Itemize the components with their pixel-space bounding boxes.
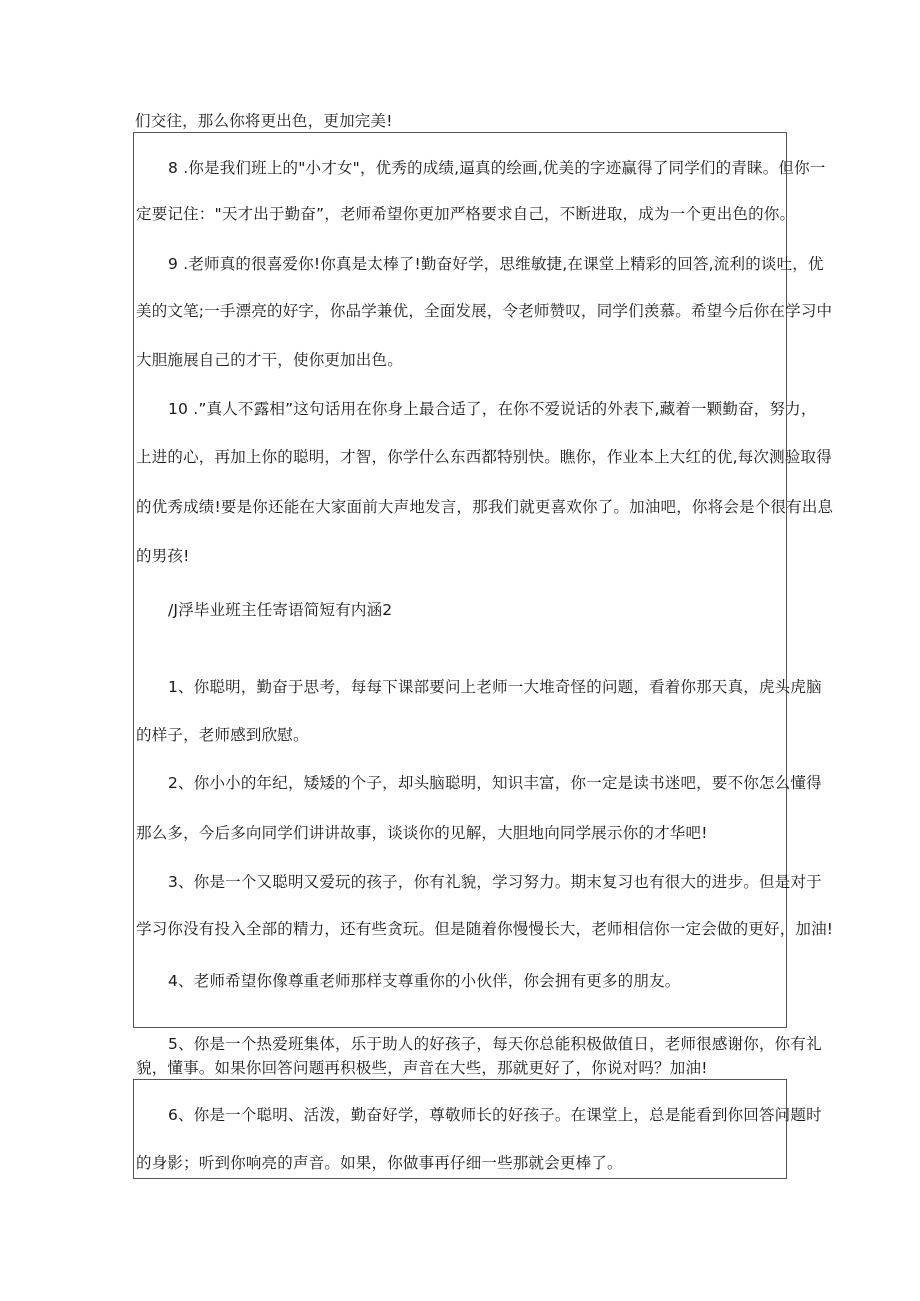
item-9-line-1: 9 .老师真的很喜爱你!你真是太棒了!勤奋好学，思维敏捷,在课堂上精彩的回答,流利的谈吐，优 [168, 255, 824, 273]
item-10-line-1: 10 .”真人不露相”这句话用在你身上最合适了，在你不爱说话的外表下,藏着一颗勤奋，努力， [168, 400, 817, 418]
item-5-line-2: 貌，懂事。如果你回答问题再积极些，声音在大些，那就更好了，你说对吗？加油! [136, 1059, 708, 1077]
item-4-line-1: 4、老师希望你像尊重老师那样支尊重你的小伙伴，你会拥有更多的朋友。 [168, 972, 681, 990]
item-8-line-1: 8 .你是我们班上的"小才女"，优秀的成绩,逼真的绘画,优美的字迹赢得了同学们的青睐。但你一 [168, 159, 826, 177]
item-9-line-2: 美的文笔;一手漂亮的好字，你品学兼优，全面发展，令老师赞叹，同学们羡慕。希望今后你在学习中 [136, 302, 833, 320]
section-heading: /J浮毕业班主任寄语简短有内涵2 [168, 601, 393, 619]
item-6-line-1: 6、你是一个聪明、活泼，勤奋好学，尊敬师长的好孩子。在课堂上，总是能看到你回答问题时 [168, 1106, 822, 1124]
continuation-text: 们交往，那么你将更出色，更加完美! [135, 112, 393, 130]
item-2-line-2: 那么多，今后多向同学们讲讲故事，谈谈你的见解，大胆地向同学展示你的才华吧! [136, 824, 708, 842]
item-10-line-3: 的优秀成绩!要是你还能在大家面前大声地发言，那我们就更喜欢你了。加油吧，你将会是个很有出息 [136, 498, 834, 516]
item-1-line-1: 1、你聪明，勤奋于思考，每每下课部要问上老师一大堆奇怪的问题，看着你那天真，虎头虎脑 [168, 678, 822, 696]
item-10-line-2: 上进的心，再加上你的聪明，才智，你学什么东西都特别快。瞧你，作业本上大红的优,每次测验取得 [136, 448, 832, 466]
item-1-line-2: 的样子，老师感到欣慰。 [136, 726, 309, 744]
item-3-line-1: 3、你是一个又聪明又爱玩的孩子，你有礼貌，学习努力。期末复习也有很大的进步。但是对于 [168, 873, 822, 891]
item-10-line-4: 的男孩! [136, 547, 190, 565]
item-9-line-3: 大胆施展自己的才干，使你更加出色。 [136, 351, 403, 369]
item-3-line-2: 学习你没有投入全部的精力，还有些贪玩。但是随着你慢慢长大，老师相信你一定会做的更好，加油! [136, 920, 834, 938]
item-5-line-1: 5、你是一个热爱班集体，乐于助人的好孩子，每天你总能积极做值日，老师很感谢你，你有礼 [168, 1035, 822, 1053]
item-2-line-1: 2、你小小的年纪，矮矮的个子，却头脑聪明，知识丰富，你一定是读书迷吧，要不你怎么懂得 [168, 774, 822, 792]
item-8-line-2: 定要记住："天才出于勤奋”，老师希望你更加严格要求自己，不断进取，成为一个更出色的你。 [136, 205, 796, 223]
item-6-line-2: 的身影；听到你响亮的声音。如果，你做事再仔细一些那就会更棒了。 [136, 1154, 623, 1172]
